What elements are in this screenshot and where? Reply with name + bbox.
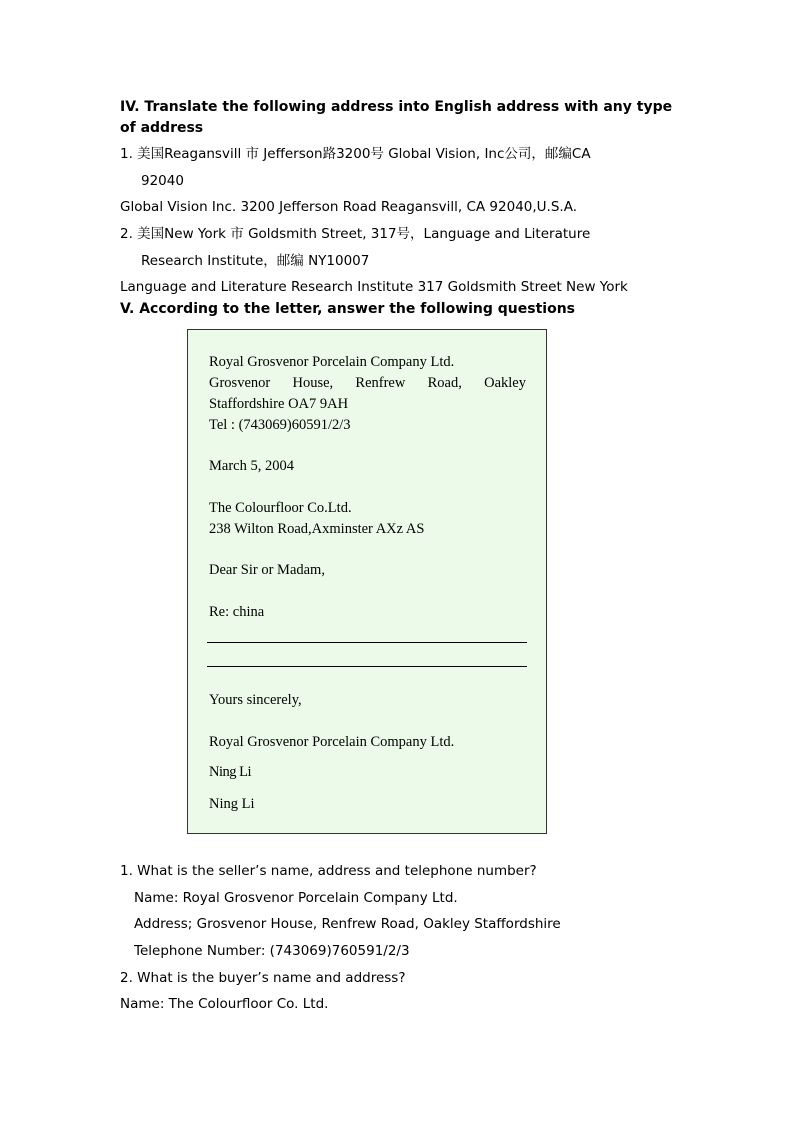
letter-salutation: Dear Sir or Madam,: [209, 562, 325, 578]
seller-name: Name: Royal Grosvenor Porcelain Company Ltd.: [134, 890, 458, 906]
section-v-heading: V. According to the letter, answer the following questions: [120, 301, 576, 317]
question-2-text: 2. 美国New York 市 Goldsmith Street, 317号，Language and Literature: [120, 226, 591, 242]
question-1-text-cont: 92040: [141, 173, 184, 189]
answer-2-text: Language and Literature Research Institute 317 Goldsmith Street New York: [120, 279, 628, 295]
letter-signature-company: Royal Grosvenor Porcelain Company Ltd.: [209, 734, 455, 750]
letter-recipient-address: 238 Wilton Road,Axminster AXz AS: [209, 521, 425, 537]
letter-subject: Re: china: [209, 604, 265, 620]
letter-sender-tel: Tel : (743069)60591/2/3: [209, 417, 351, 433]
question-2-text-cont: Research Institute，邮编 NY10007: [141, 253, 370, 269]
letter-signer-name: Ning Li: [209, 796, 255, 812]
section-iv-heading-cont: of address: [120, 120, 204, 136]
letter-body-line: [207, 642, 527, 643]
seller-phone: Telephone Number: (743069)760591/2/3: [134, 943, 410, 959]
letter-box: [187, 329, 547, 834]
letter-sender-address: Grosvenor House, Renfrew Road, Oakley: [209, 375, 526, 391]
section-iv-heading: IV. Translate the following address into English address with any type: [120, 99, 673, 115]
seller-address: Address; Grosvenor House, Renfrew Road, Oakley Staffordshire: [134, 916, 561, 932]
question-seller: 1. What is the seller’s name, address and telephone number?: [120, 863, 537, 879]
buyer-name: Name: The Colourfloor Co. Ltd.: [120, 996, 329, 1012]
question-buyer: 2. What is the buyer’s name and address?: [120, 970, 406, 986]
letter-body-line: [207, 666, 527, 667]
answer-1-text: Global Vision Inc. 3200 Jefferson Road Reagansvill, CA 92040,U.S.A.: [120, 199, 577, 215]
letter-closing: Yours sincerely,: [209, 692, 302, 708]
letter-signature: Ning Li: [209, 764, 252, 780]
letter-sender-company: Royal Grosvenor Porcelain Company Ltd.: [209, 354, 455, 370]
letter-date: March 5, 2004: [209, 458, 294, 474]
question-1-text: 1. 美国Reagansvill 市 Jefferson路3200号 Global Vision, Inc公司，邮编CA: [120, 146, 591, 162]
letter-sender-address-cont: Staffordshire OA7 9AH: [209, 396, 349, 412]
letter-recipient: The Colourfloor Co.Ltd.: [209, 500, 352, 516]
